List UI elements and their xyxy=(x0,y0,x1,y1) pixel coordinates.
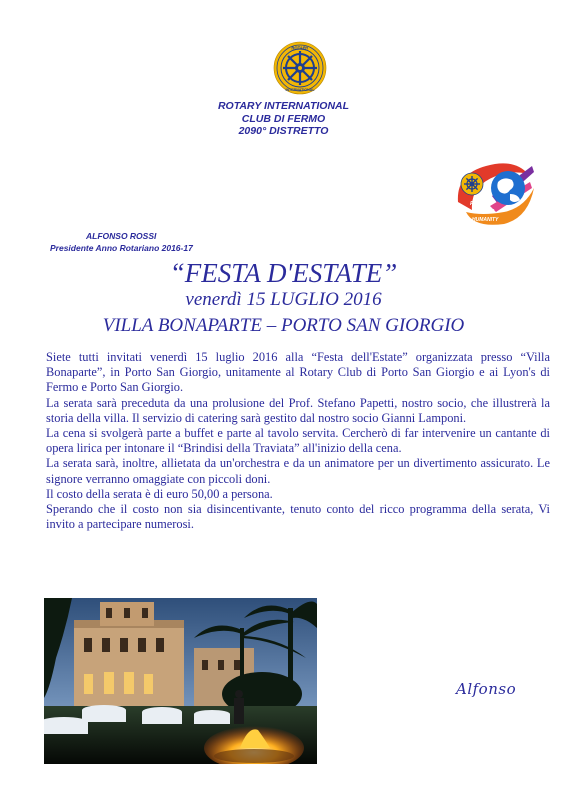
event-title: “FESTA D'ESTATE” xyxy=(169,258,398,288)
body-paragraph: La cena si svolgerà parte a buffet e parte al tavolo servita. Cercherò di far intervenire un cantante di opera lirica per intonare il “Brindisi della Traviata” all'inizio della cena. xyxy=(46,426,550,456)
body-paragraph: Il costo della serata è di euro 50,00 a persona. xyxy=(46,486,273,501)
theme-logo-line2: SERVING xyxy=(472,209,495,215)
club-header xyxy=(0,100,567,138)
district-name: 2090° DISTRETTO xyxy=(238,125,329,137)
event-venue: VILLA BONAPARTE – PORTO SAN GIORGIO xyxy=(102,315,465,336)
villa-photo xyxy=(44,598,317,764)
rotary-emblem-icon xyxy=(272,40,328,96)
body-paragraph: La serata sarà, inoltre, allietata da un'orchestra e da un animatore per un divertimento assicurato. Le signore verranno omaggiate con piccoli doni. xyxy=(46,456,550,486)
president-block xyxy=(50,230,193,254)
body-paragraph: Sperando che il costo non sia disincentivante, tenuto conto del ricco programma della serata, Vi invito a partecipare numerosi. xyxy=(46,502,550,532)
emblem-text-top: ROTARY xyxy=(291,45,309,51)
org-name: ROTARY INTERNATIONAL xyxy=(217,100,350,112)
body-paragraph: Siete tutti invitati venerdì 15 luglio 2016 alla “Festa dell'Estate” organizzata presso “Villa Bonaparte”, in Porto San Giorgio, unitamente al Rotary Club di Porto San Giorgio e ai Lyon's di Fermo e Porto San Giorgio. xyxy=(46,350,550,395)
rotary-serving-humanity-logo xyxy=(452,158,536,232)
signature: Alfonso xyxy=(456,680,517,698)
president-name: ALFONSO ROSSI xyxy=(86,231,157,241)
event-date: venerdì 15 LUGLIO 2016 xyxy=(185,289,382,310)
body-paragraph: La serata sarà preceduta da una prolusione del Prof. Stefano Papetti, nostro socio, che illustrerà la storia della villa. Il servizio di catering sarà gestito dal nostro socio Gianni Lamponi. xyxy=(46,395,550,425)
event-title-block xyxy=(0,258,567,338)
theme-logo-line3: HUMANITY xyxy=(472,217,499,223)
president-role: Presidente Anno Rotariano 2016-17 xyxy=(50,243,193,253)
invitation-body xyxy=(46,350,550,532)
emblem-text-bottom: INTERNATIONAL xyxy=(285,88,315,92)
theme-logo-line1: ROTARY xyxy=(470,201,493,207)
club-name: CLUB DI FERMO xyxy=(241,112,326,125)
